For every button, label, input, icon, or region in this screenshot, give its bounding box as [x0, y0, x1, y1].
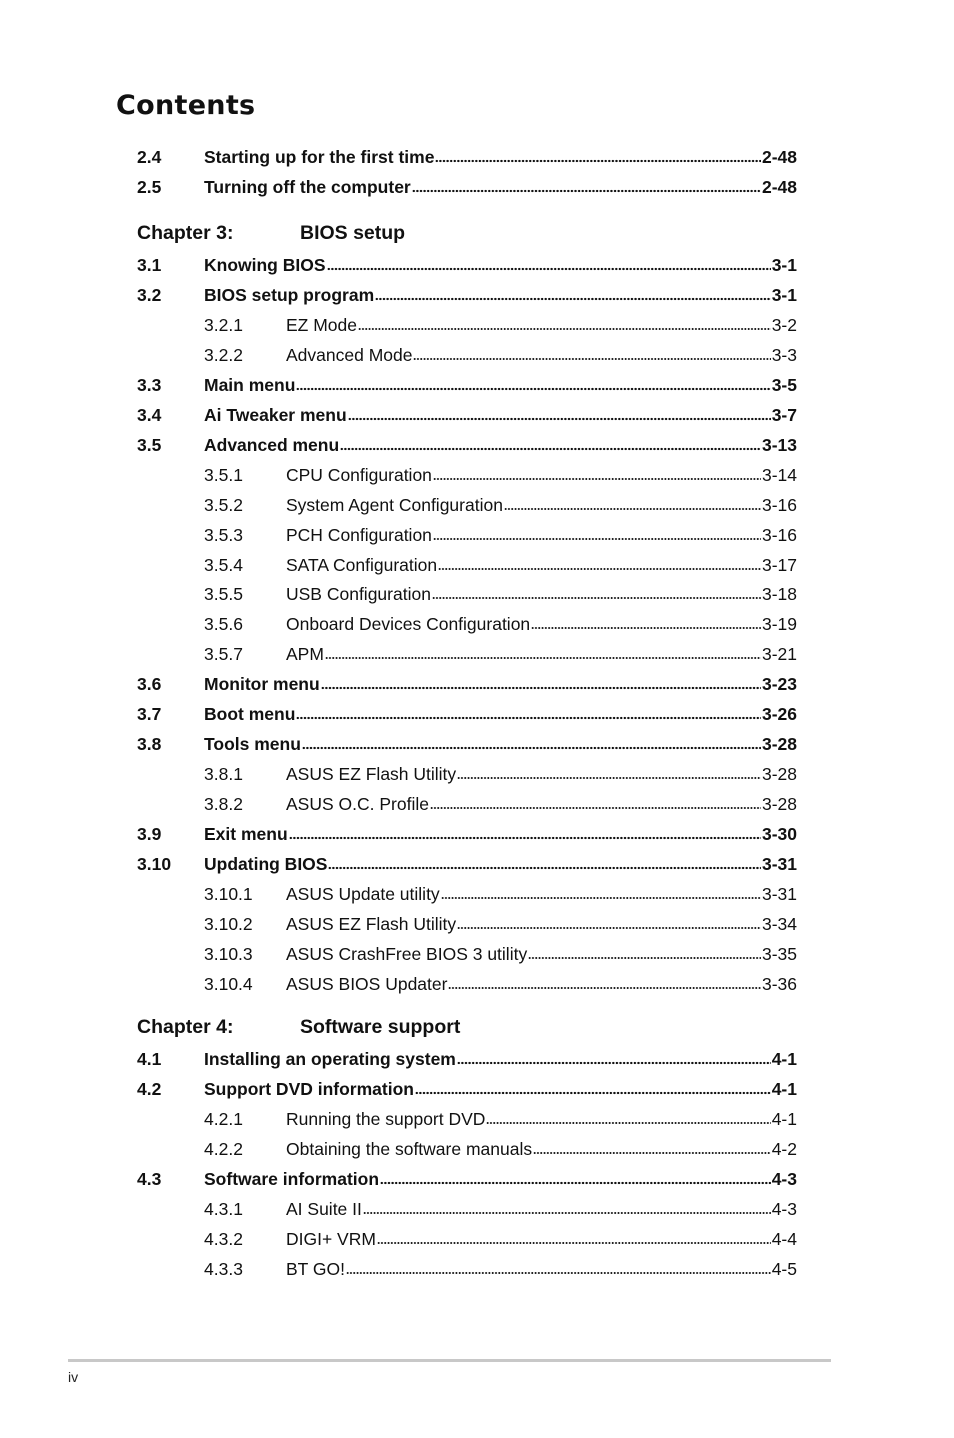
toc-entry-page: 4-3 — [771, 1168, 797, 1189]
dot-leader — [412, 189, 761, 193]
toc-entry-number: 4.3.2 — [204, 1228, 243, 1249]
dot-leader — [296, 387, 770, 391]
toc-entry[interactable] — [204, 1195, 797, 1219]
dot-leader — [348, 417, 771, 421]
toc-entry-title: Onboard Devices Configuration — [286, 614, 531, 635]
toc-entry[interactable] — [204, 970, 797, 994]
toc-entry-page: 4-3 — [771, 1198, 797, 1219]
toc-entry-title: BIOS setup program — [204, 284, 375, 305]
toc-entry-number: 3.10.1 — [204, 883, 253, 904]
toc-entry-title: Support DVD information — [204, 1078, 414, 1099]
toc-entry-page: 3-18 — [761, 584, 797, 605]
toc-entry[interactable] — [137, 281, 797, 305]
toc-entry[interactable] — [137, 820, 797, 844]
toc-entry-number: 3.5 — [137, 434, 162, 455]
chapter-name: BIOS setup — [300, 222, 406, 244]
toc-entry-title: Advanced menu — [204, 434, 340, 455]
dot-leader — [415, 1091, 771, 1095]
toc-entry-page: 4-5 — [771, 1258, 797, 1279]
toc-entry[interactable] — [137, 1045, 797, 1069]
toc-entry-page: 3-16 — [761, 524, 797, 545]
dot-leader — [531, 626, 761, 630]
toc-entry-page: 3-28 — [761, 794, 797, 815]
toc-entry-title: Ai Tweaker menu — [204, 404, 347, 425]
toc-entry[interactable] — [204, 610, 797, 634]
toc-entry-page: 3-16 — [761, 494, 797, 515]
toc-entry-number: 3.8.1 — [204, 764, 243, 785]
page-title: Contents — [116, 90, 256, 121]
dot-leader — [363, 1211, 771, 1215]
toc-entry[interactable] — [204, 880, 797, 904]
dot-leader — [358, 327, 771, 331]
toc-entry[interactable] — [204, 461, 797, 485]
toc-entry-number: 2.4 — [137, 147, 162, 167]
toc-entry-title: USB Configuration — [286, 584, 431, 605]
toc-entry-number: 4.1 — [137, 1049, 162, 1069]
dot-leader — [433, 477, 761, 481]
toc-entry-number: 4.3.1 — [204, 1198, 243, 1219]
toc-entry-page: 3-5 — [771, 374, 797, 395]
toc-entry-title: APM — [286, 644, 324, 665]
toc-entry-number: 3.10 — [137, 854, 172, 874]
toc-entry-title: CPU Configuration — [286, 464, 432, 485]
toc-entry-number: 2.5 — [137, 176, 162, 197]
toc-entry[interactable] — [137, 730, 797, 754]
toc-entry[interactable] — [204, 910, 797, 934]
toc-entry-number: 4.2 — [137, 1078, 162, 1099]
toc-entry-page: 3-23 — [761, 674, 797, 695]
toc-entry[interactable] — [137, 371, 797, 395]
toc-entry-page: 4-1 — [771, 1049, 797, 1069]
toc-entry-title: SATA Configuration — [286, 554, 438, 575]
dot-leader — [289, 836, 761, 840]
toc-entry[interactable] — [137, 670, 797, 694]
dot-leader — [528, 956, 761, 960]
toc-entry-page: 2-48 — [761, 176, 797, 197]
toc-entry[interactable] — [204, 1225, 797, 1249]
toc-entry-number: 3.10.2 — [204, 913, 253, 934]
toc-entry-page: 3-7 — [771, 404, 797, 425]
chapter-name: Software support — [300, 1016, 461, 1038]
chapter-heading-4 — [137, 1013, 460, 1039]
toc-entry-page: 3-26 — [761, 704, 797, 725]
toc-entry-page: 3-1 — [771, 284, 797, 305]
toc-entry[interactable] — [204, 491, 797, 515]
toc-entry[interactable] — [204, 580, 797, 604]
toc-entry-title: Obtaining the software manuals — [286, 1138, 533, 1159]
toc-entry-title: Tools menu — [204, 734, 301, 755]
toc-entry-title: DIGI+ VRM — [286, 1228, 376, 1249]
toc-entry[interactable] — [137, 431, 797, 455]
dot-leader — [448, 986, 761, 990]
toc-entry-number: 3.2.1 — [204, 314, 243, 335]
toc-entry-page: 3-19 — [761, 614, 797, 635]
toc-entry-title: Software information — [204, 1168, 380, 1189]
toc-entry-number: 3.5.5 — [204, 584, 243, 605]
dot-leader — [380, 1181, 771, 1185]
toc-entry-number: 3.5.1 — [204, 464, 243, 485]
toc-entry[interactable] — [204, 341, 797, 365]
dot-leader — [430, 806, 761, 810]
toc-entry-number: 3.5.7 — [204, 644, 243, 665]
dot-leader — [504, 507, 761, 511]
toc-entry-title: ASUS CrashFree BIOS 3 utility — [286, 943, 528, 964]
toc-entry-title: ASUS Update utility — [286, 883, 440, 904]
dot-leader — [457, 776, 761, 780]
toc-entry-number: 3.8.2 — [204, 794, 243, 815]
toc-entry-title: Running the support DVD — [286, 1108, 486, 1129]
toc-entry-page: 3-17 — [761, 554, 797, 575]
toc-entry-title: System Agent Configuration — [286, 494, 503, 515]
dot-leader — [375, 297, 771, 301]
toc-entry-number: 4.3 — [137, 1168, 162, 1189]
dot-leader — [296, 716, 761, 720]
toc-entry-number: 3.4 — [137, 404, 162, 425]
dot-leader — [325, 656, 761, 660]
dot-leader — [441, 896, 761, 900]
toc-entry-number: 3.2.2 — [204, 344, 243, 365]
toc-entry-page: 3-2 — [771, 314, 797, 335]
dot-leader — [346, 1271, 771, 1275]
dot-leader — [438, 567, 761, 571]
dot-leader — [457, 926, 761, 930]
toc-entry-number: 3.9 — [137, 824, 162, 845]
toc-entry-number: 3.5.3 — [204, 524, 243, 545]
toc-entry-number: 3.7 — [137, 704, 162, 725]
toc-entry-page: 4-1 — [771, 1108, 797, 1129]
toc-entry-title: Exit menu — [204, 824, 288, 845]
toc-entry-number: 3.5.4 — [204, 554, 243, 575]
toc-entry-page: 4-4 — [771, 1228, 797, 1249]
toc-entry[interactable] — [204, 1105, 797, 1129]
toc-entry-number: 3.5.6 — [204, 614, 243, 635]
dot-leader — [340, 447, 761, 451]
dot-leader — [533, 1151, 771, 1155]
toc-entry-page: 3-28 — [761, 764, 797, 785]
footer-rule — [68, 1359, 831, 1362]
toc-entry-page: 3-30 — [761, 824, 797, 845]
dot-leader — [377, 1241, 771, 1245]
toc-entry-title: ASUS EZ Flash Utility — [286, 913, 457, 934]
toc-entry[interactable] — [204, 551, 797, 575]
dot-leader — [435, 159, 761, 163]
toc-entry-page: 3-1 — [771, 255, 797, 275]
toc-entry-title: ASUS EZ Flash Utility — [286, 764, 457, 785]
dot-leader — [327, 267, 771, 271]
toc-entry[interactable] — [137, 143, 797, 167]
chapter-label: Chapter 3: — [137, 222, 234, 244]
toc-entry-title: Turning off the computer — [204, 176, 411, 197]
toc-entry-number: 3.10.4 — [204, 973, 253, 994]
toc-entry-page: 3-28 — [761, 734, 797, 755]
toc-entry-number: 3.5.2 — [204, 494, 243, 515]
toc-entry-title: Advanced Mode — [286, 344, 413, 365]
toc-entry-number: 3.6 — [137, 674, 162, 695]
toc-entry-number: 4.2.1 — [204, 1108, 243, 1129]
toc-entry-number: 3.2 — [137, 284, 162, 305]
toc-entry[interactable] — [204, 760, 797, 784]
toc-entry-title: Main menu — [204, 374, 296, 395]
dot-leader — [433, 537, 761, 541]
toc-entry-title: EZ Mode — [286, 314, 357, 335]
toc-entry-title: Boot menu — [204, 704, 296, 725]
toc-entry-number: 3.10.3 — [204, 943, 253, 964]
toc-entry-page: 3-21 — [761, 644, 797, 665]
toc-entry[interactable] — [137, 1075, 797, 1099]
toc-entry-title: BT GO! — [286, 1258, 345, 1279]
toc-entry-page: 3-3 — [771, 344, 797, 365]
toc-entry[interactable] — [137, 401, 797, 425]
dot-leader — [486, 1121, 770, 1125]
toc-entry-page: 3-36 — [761, 973, 797, 994]
toc-entry-number: 3.3 — [137, 374, 162, 395]
toc-entry-number: 3.8 — [137, 734, 162, 755]
footer-page-number: iv — [68, 1369, 79, 1385]
toc-entry[interactable] — [137, 173, 797, 197]
toc-entry-page: 3-31 — [761, 854, 797, 874]
toc-entry-title: Updating BIOS — [204, 854, 328, 874]
toc-entry[interactable] — [137, 850, 797, 874]
toc-entry-title: ASUS BIOS Updater — [286, 973, 448, 994]
toc-entry[interactable] — [204, 640, 797, 664]
dot-leader — [321, 686, 761, 690]
toc-entry[interactable] — [204, 940, 797, 964]
toc-entry[interactable] — [204, 521, 797, 545]
dot-leader — [328, 866, 761, 870]
toc-entry-page: 3-13 — [761, 434, 797, 455]
toc-entry-title: AI Suite II — [286, 1198, 362, 1219]
toc-entry-page: 3-14 — [761, 464, 797, 485]
toc-entry[interactable] — [137, 1165, 797, 1189]
toc-entry-number: 3.1 — [137, 255, 162, 275]
toc-entry-page: 4-2 — [771, 1138, 797, 1159]
toc-entry-title: ASUS O.C. Profile — [286, 794, 429, 815]
toc-entry-title: Installing an operating system — [204, 1049, 456, 1069]
toc-entry[interactable] — [137, 700, 797, 724]
toc-entry-page: 3-35 — [761, 943, 797, 964]
toc-entry-page: 3-31 — [761, 883, 797, 904]
toc-entry[interactable] — [137, 251, 797, 275]
chapter-label: Chapter 4: — [137, 1016, 234, 1038]
dot-leader — [302, 746, 761, 750]
toc-entry[interactable] — [204, 311, 797, 335]
toc-entry[interactable] — [204, 1255, 797, 1279]
toc-entry-page: 3-34 — [761, 913, 797, 934]
toc-entry-number: 4.3.3 — [204, 1258, 243, 1279]
toc-entry-title: Monitor menu — [204, 674, 320, 695]
toc-entry[interactable] — [204, 790, 797, 814]
toc-entry-number: 4.2.2 — [204, 1138, 243, 1159]
toc-entry-title: PCH Configuration — [286, 524, 432, 545]
toc-entry-page: 2-48 — [761, 147, 797, 167]
toc-entry-title: Starting up for the first time — [204, 147, 435, 167]
toc-entry-page: 4-1 — [771, 1078, 797, 1099]
dot-leader — [413, 357, 770, 361]
toc-entry-title: Knowing BIOS — [204, 255, 326, 275]
chapter-heading-3 — [137, 219, 405, 245]
toc-entry[interactable] — [204, 1135, 797, 1159]
dot-leader — [457, 1061, 771, 1065]
dot-leader — [432, 596, 761, 600]
